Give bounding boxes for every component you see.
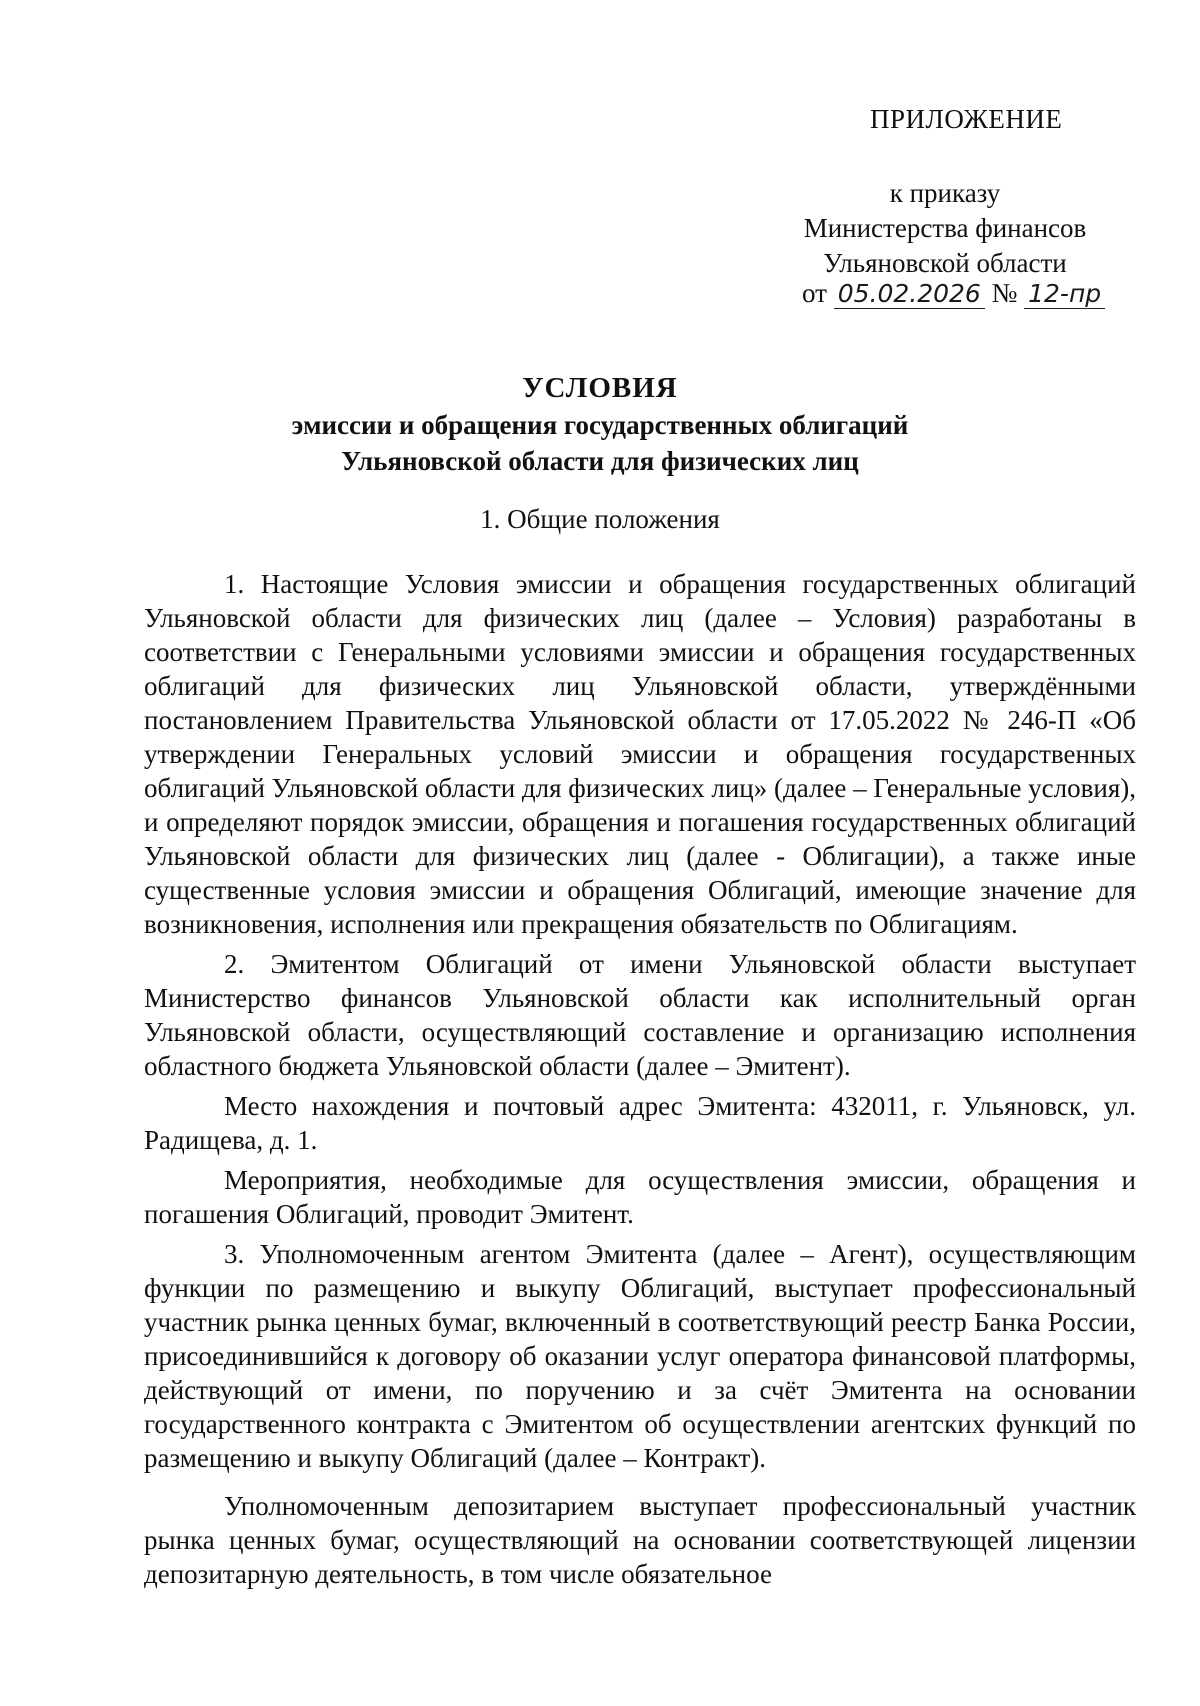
paragraph-2: 2. Эмитентом Облигаций от имени Ульяновской области выступает Министерство финансов Ульяновской области как исполнительный орган Ульяновской области, осуществляющий составление и организацию исполнения областного бюджета Ульяновской области (далее – Эмитент). <box>144 949 1136 1081</box>
order-line: к приказу <box>889 178 1001 208</box>
order-date-line <box>802 278 1105 309</box>
document-body <box>144 567 1136 1597</box>
order-number-handwritten: 12-пр <box>1024 280 1105 309</box>
document-subtitle-line1: эмиссии и обращения государственных облигаций <box>291 410 909 440</box>
section-heading: 1. Общие положения <box>480 504 720 534</box>
order-region: Ульяновской области <box>823 248 1067 278</box>
paragraph-activities: Мероприятия, необходимые для осуществления эмиссии, обращения и погашения Облигаций, проводит Эмитент. <box>144 1165 1136 1229</box>
order-date-handwritten: 05.02.2026 <box>834 280 985 309</box>
paragraph-depositary: Уполномоченным депозитарием выступает профессиональный участник рынка ценных бумаг, осуществляющий на основании соответствующей лицензии депозитарную деятельность, в том числе обязательное <box>144 1491 1136 1589</box>
paragraph-1: 1. Настоящие Условия эмиссии и обращения государственных облигаций Ульяновской области для физических лиц (далее – Условия) разработаны в соответствии с Генеральными условиями эмиссии и обращения государственных облигаций для физических лиц Ульяновской области, утверждёнными постановлением Правительства Ульяновской области от 17.05.2022 № 246-П «Об утверждении Генеральных условий эмиссии и обращения государственных облигаций Ульяновской области для физических лиц» (далее – Генеральные условия), и определяют порядок эмиссии, обращения и погашения государственных облигаций Ульяновской области для физических лиц (далее - Облигации), а также иные существенные условия эмиссии и обращения Облигаций, имеющие значение для возникновения, исполнения или прекращения обязательств по Облигациям. <box>144 569 1136 939</box>
paragraph-address: Место нахождения и почтовый адрес Эмитента: 432011, г. Ульяновск, ул. Радищева, д. 1. <box>144 1091 1136 1155</box>
document-subtitle-line2: Ульяновской области для физических лиц <box>341 446 859 476</box>
order-ministry: Министерства финансов <box>803 213 1087 243</box>
number-prefix: № <box>991 278 1018 308</box>
paragraph-3: 3. Уполномоченным агентом Эмитента (далее – Агент), осуществляющим функции по размещению и выкупу Облигаций, выступает профессиональный участник рынка ценных бумаг, включенный в соответствующий реестр Банка России, присоединившийся к договору об оказании услуг оператора финансовой платформы, действующий от имени, по поручению и за счёт Эмитента на основании государственного контракта с Эмитентом об осуществлении агентских функций по размещению и выкупу Облигаций (далее – Контракт). <box>144 1239 1136 1473</box>
appendix-label: ПРИЛОЖЕНИЕ <box>870 104 1063 134</box>
date-prefix: от <box>802 278 827 308</box>
order-reference <box>780 176 1110 281</box>
document-title: УСЛОВИЯ <box>522 372 678 404</box>
